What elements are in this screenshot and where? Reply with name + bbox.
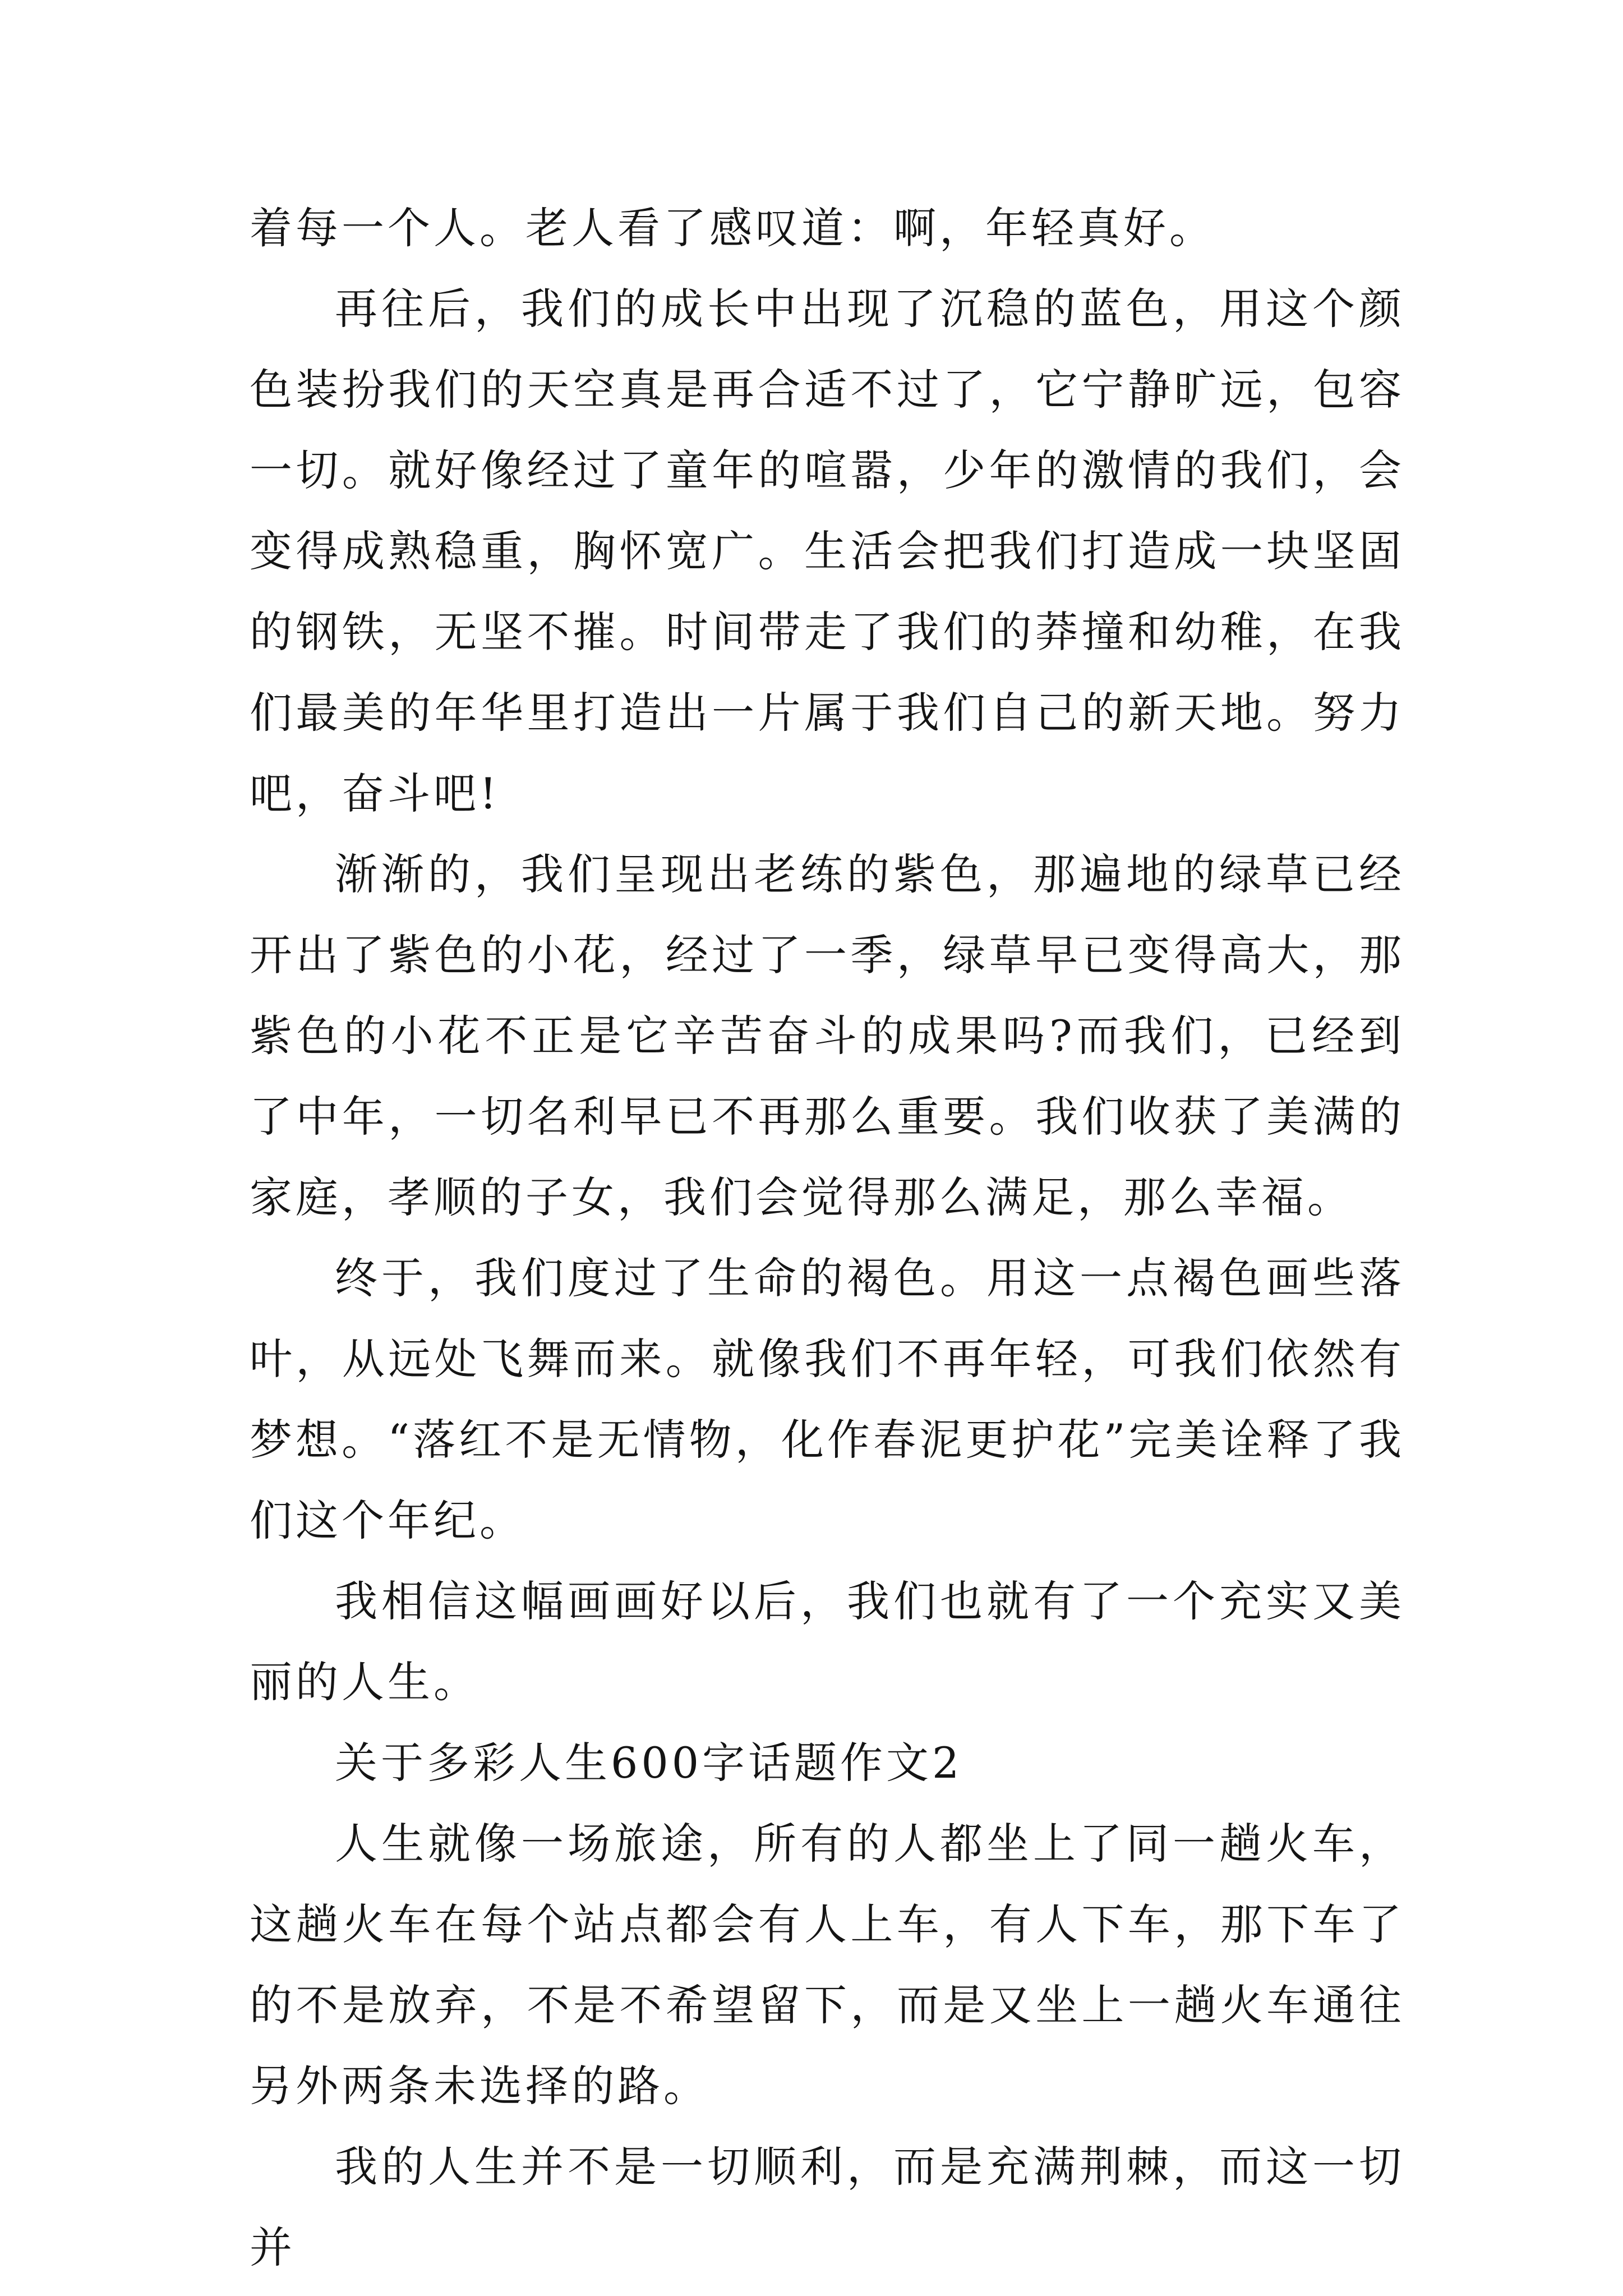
paragraph-thorns: 我的人生并不是一切顺利，而是充满荆棘，而这一切并	[250, 2142, 1405, 2272]
paragraph-purple: 渐渐的，我们呈现出老练的紫色，那遍地的绿草已经开出了紫色的小花，经过了一季，绿草早已变得高大，那紫色的小花不正是它辛苦奋斗的成果吗?而我们，已经到了中年，一切名利早已不再那么重要。我们收获了美满的家庭，孝顺的子女，我们会觉得那么满足，那么幸福。	[250, 849, 1405, 1222]
paragraph-journey: 人生就像一场旅途，所有的人都坐上了同一趟火车，这趟火车在每个站点都会有人上车，有人下车，那下车了的不是放弃，不是不希望留下，而是又坐上一趟火车通往另外两条未选择的路。	[250, 1819, 1405, 2111]
section-title: 关于多彩人生600字话题作文2	[335, 1738, 963, 1788]
paragraph-brown: 终于，我们度过了生命的褐色。用这一点褐色画些落叶，从远处飞舞而来。就像我们不再年轻，可我们依然有梦想。“落红不是无情物，化作春泥更护花”完美诠释了我们这个年纪。	[250, 1253, 1405, 1545]
paragraph-blue: 再往后，我们的成长中出现了沉稳的蓝色，用这个颜色装扮我们的天空真是再合适不过了，它宁静旷远，包容一切。就好像经过了童年的喧嚣，少年的激情的我们，会变得成熟稳重，胸怀宽广。生活会把我们打造成一块坚固的钢铁，无坚不摧。时间带走了我们的莽撞和幼稚，在我们最美的年华里打造出一片属于我们自己的新天地。努力吧，奋斗吧!	[250, 284, 1405, 818]
paragraph-continued: 着每一个人。老人看了感叹道：啊，年轻真好。	[250, 203, 1215, 253]
document-body	[250, 188, 1405, 2288]
paragraph-conclusion: 我相信这幅画画好以后，我们也就有了一个充实又美丽的人生。	[250, 1576, 1405, 1707]
